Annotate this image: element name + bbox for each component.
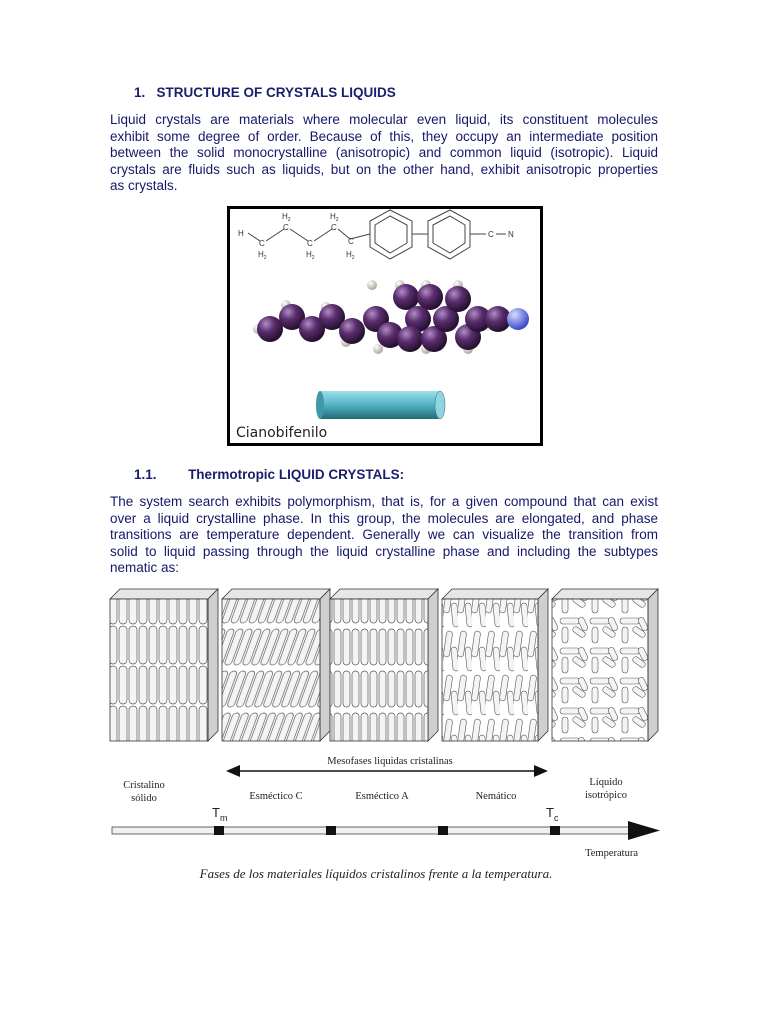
section-1-1-paragraph	[110, 494, 658, 577]
isotropic-block	[552, 589, 658, 741]
paragraph-line: over a liquid crystalline phase. In this group, the molecules are elongated, and phase	[110, 510, 658, 526]
section-1-number: 1.	[134, 85, 146, 100]
formula-atom-c: C	[307, 239, 313, 248]
phases-diagram	[108, 585, 664, 885]
nematic-block	[442, 589, 548, 741]
paragraph-line: The system search exhibits polymorphism, that is, for a given compound that can exist	[110, 494, 658, 509]
paragraph-line: nematic as:	[110, 560, 180, 575]
formula-h2-bottom: $H_2$	[258, 250, 267, 261]
phase-label-isotropic: isotrópico	[585, 790, 627, 801]
formula-cn-carbon: C	[488, 230, 494, 239]
phases-figure	[108, 585, 664, 885]
formula-h2-top: $H_2$	[330, 212, 339, 223]
formula-h2-bottom: $H_2$	[306, 250, 315, 261]
section-1-1-number: 1.1.	[134, 467, 157, 482]
formula-h2-bottom: $H_2$	[346, 250, 355, 261]
ball-model	[253, 280, 529, 354]
paragraph-line: solid to liquid passing through the liquid crystalline phase and including the subtypes	[110, 543, 658, 559]
phase-label-nematic: Nemático	[475, 791, 517, 802]
crystal-block	[110, 589, 218, 741]
figure-label: Cianobifenilo	[236, 425, 328, 441]
paragraph-line: transitions are temperature dependent. Generally we can visualize the transition from	[110, 527, 658, 542]
cyanobiphenyl-diagram	[230, 209, 540, 443]
section-1-title: STRUCTURE OF CRYSTALS LIQUIDS	[156, 85, 396, 100]
paragraph-line: as crystals.	[110, 178, 178, 193]
formula-cn-nitrogen: N	[508, 230, 514, 239]
formula-labels	[238, 212, 514, 261]
paragraph-line: between the solid monocrystalline (anisotropic) and common liquid (isotropic). Liquid	[110, 145, 658, 160]
formula-h2-top: $H_2$	[282, 212, 291, 223]
phase-label-smectic-c: Esméctico C	[249, 791, 303, 802]
phase-label-crystal: sólido	[131, 793, 157, 804]
smectic-a-block	[330, 589, 438, 741]
paragraph-line: exhibit some degree of order. Because of this, they occupy an intermediate position	[110, 128, 658, 144]
section-1-1-title: Thermotropic LIQUID CRYSTALS:	[188, 467, 405, 482]
axis-label: Temperatura	[585, 848, 638, 859]
formula-atom-h: H	[238, 229, 244, 238]
cyanobiphenyl-figure	[227, 206, 543, 446]
paragraph-line: crystals are fluids such as liquids, but on the other hand, exhibit anisotropic properties	[110, 161, 658, 177]
temperature-axis	[112, 821, 660, 840]
melting-temperature-label: $T_m$	[212, 805, 228, 823]
formula-atom-c: C	[259, 239, 265, 248]
smectic-c-block	[222, 589, 330, 741]
rod-model	[316, 391, 445, 419]
paragraph-line: Liquid crystals are materials where molecular even liquid, its constituent molecules	[110, 112, 658, 127]
phase-label-isotropic: Líquido	[589, 777, 623, 788]
formula-atom-c: C	[348, 237, 354, 246]
formula-atom-c: C	[331, 223, 337, 232]
clearing-temperature-label: $T_c$	[546, 805, 559, 823]
figure-caption: Fases de los materiales líquidos cristalinos frente a la temperatura.	[199, 866, 553, 881]
section-1-paragraph	[110, 112, 658, 195]
phase-label-smectic-a: Esméctico A	[355, 791, 409, 802]
phase-label-crystal: Cristalino	[123, 780, 165, 791]
mesophase-label: Mesofases liquidas cristalinas	[327, 756, 453, 767]
section-1-1-heading	[134, 467, 404, 482]
formula-atom-c: C	[283, 223, 289, 232]
section-1-heading	[134, 85, 396, 100]
